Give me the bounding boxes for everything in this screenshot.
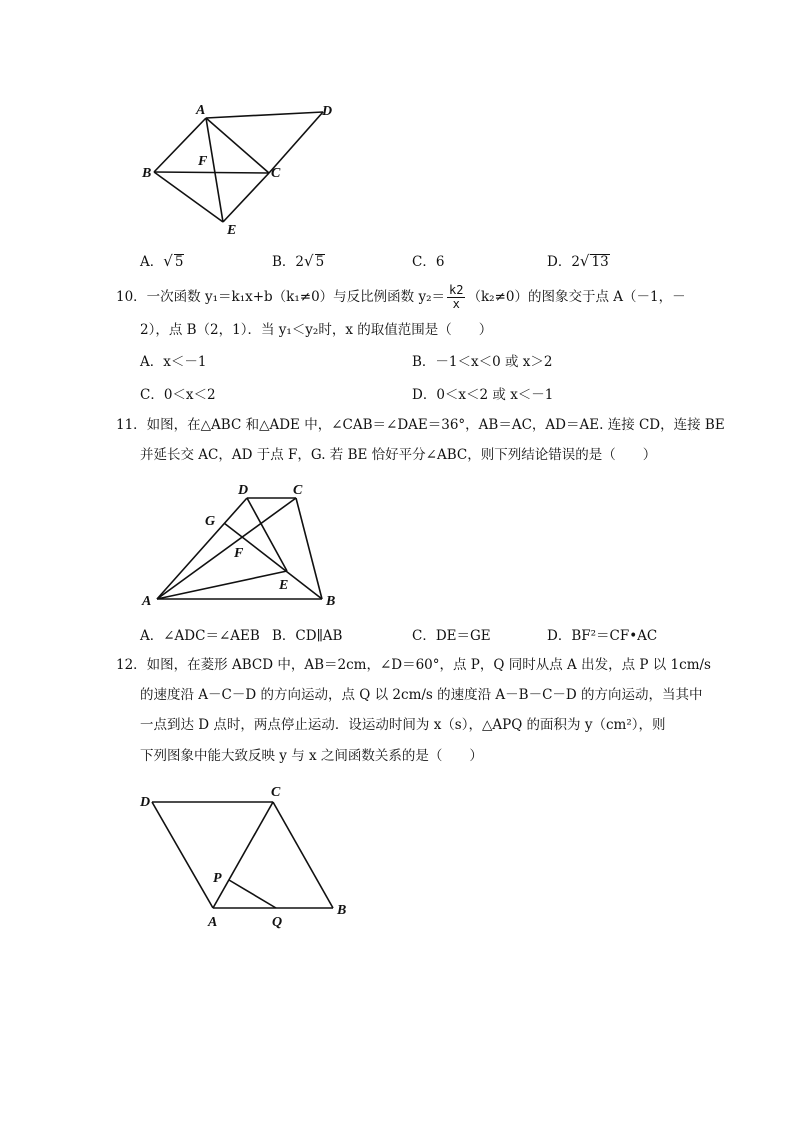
q11-segment-CB <box>296 498 322 599</box>
q11-label-G: G <box>205 514 216 529</box>
q11-label-B: B <box>326 594 336 609</box>
q12-figure <box>130 780 360 930</box>
q12-segment-PQ <box>229 880 276 908</box>
q9-segment-BC <box>154 172 269 173</box>
q11-label-C: C <box>293 483 303 498</box>
q9-label-B: B <box>142 166 152 181</box>
q11-figure <box>130 475 350 615</box>
q9-segment-AD <box>206 112 323 118</box>
q9-option-d[interactable] <box>547 250 610 270</box>
q9-segment-BE <box>154 172 223 222</box>
q10-option-c[interactable]: C．0＜x＜2 <box>140 387 216 403</box>
q11-segment-GB <box>224 523 322 599</box>
sqrt-sign-icon: √ <box>579 252 590 270</box>
q11-label-D: D <box>238 483 249 498</box>
q11-question-line1: 11．如图，在△ABC 和△ADE 中，∠CAB＝∠DAE＝36°，AB＝AC，AD＝AE. 连接 CD，连接 BE <box>116 417 725 433</box>
q9-option-a[interactable] <box>140 250 184 270</box>
q9-option-a-radicand: 5 <box>174 254 184 270</box>
q10-frac-num: k2 <box>449 283 464 297</box>
q12-segment-CB <box>273 802 333 908</box>
q9-label-F: F <box>198 154 208 169</box>
q12-label-C: C <box>271 785 281 800</box>
q12-label-B: B <box>337 903 347 918</box>
q9-segment-AE <box>206 118 223 222</box>
q12-label-A: A <box>208 915 218 930</box>
q10-option-d[interactable]: D．0＜x＜2 或 x＜－1 <box>412 387 554 403</box>
q12-label-Q: Q <box>272 915 283 930</box>
q12-question-line2: 的速度沿 A－C－D 的方向运动，点 Q 以 2cm/s 的速度沿 A－B－C－D 的方向运动，当其中 <box>140 687 703 703</box>
q9-option-c-text: C．6 <box>412 254 445 270</box>
q11-question-line2: 并延长交 AC，AD 于点 F，G. 若 BE 恰好平分∠ABC，则下列结论错误的是（ ） <box>140 447 657 463</box>
q12-question-line3: 一点到达 D 点时，两点停止运动．设运动时间为 x（s），△APQ 的面积为 y（cm²），则 <box>140 717 666 733</box>
q9-segment-DC <box>269 112 323 173</box>
q10-question-line2: 2），点 B（2，1）．当 y₁＜y₂时，x 的取值范围是（ ） <box>140 322 493 338</box>
q9-segment-AC <box>206 118 269 173</box>
q9-segment-CE <box>223 173 269 222</box>
q9-figure <box>130 95 350 245</box>
sqrt-sign-icon: √ <box>304 252 314 270</box>
q12-segment-DA <box>152 802 213 908</box>
q9-option-d-radicand: 13 <box>591 254 609 270</box>
q12-label-P: P <box>213 871 222 886</box>
q11-label-E: E <box>279 578 289 593</box>
q9-option-d-prefix: D．2 <box>547 254 580 270</box>
q9-label-A: A <box>196 103 206 118</box>
q12-question-line1: 12．如图，在菱形 ABCD 中，AB＝2cm，∠D＝60°，点 P，Q 同时从点 A 出发，点 P 以 1cm/s <box>116 657 711 673</box>
q10-fraction <box>447 284 465 311</box>
q9-label-E: E <box>227 223 237 238</box>
q11-option-c[interactable]: C．DE＝GE <box>412 628 491 644</box>
q9-option-b-radicand: 5 <box>315 254 325 270</box>
q9-option-c[interactable] <box>412 250 444 270</box>
q10-line1-a: 10．一次函数 <box>116 289 205 305</box>
q12-segment-AC <box>213 802 273 908</box>
q9-option-b[interactable] <box>272 250 325 270</box>
q10-frac-den: x <box>452 297 460 311</box>
sqrt-sign-icon: √ <box>163 252 173 270</box>
q12-question-line4: 下列图象中能大致反映 y 与 x 之间函数关系的是（ ） <box>140 748 483 764</box>
q10-option-b[interactable]: B．－1＜x＜0 或 x＞2 <box>412 354 553 370</box>
q11-option-d[interactable]: D．BF²＝CF•AC <box>547 628 658 644</box>
q11-option-a[interactable]: A．∠ADC＝∠AEB <box>140 628 260 644</box>
q10-line1-b: y₁＝k₁x+b（k₁≠0）与反比例函数 y₂＝ <box>204 289 446 305</box>
q9-label-C: C <box>271 166 281 181</box>
q11-label-F: F <box>234 546 244 561</box>
q12-label-D: D <box>140 795 151 810</box>
q11-option-b[interactable]: B．CD∥AB <box>272 628 343 644</box>
q10-option-a[interactable]: A．x＜－1 <box>140 354 207 370</box>
q9-label-D: D <box>322 104 333 119</box>
q10-line1-c: （k₂≠0）的图象交于点 A（－1，－ <box>467 289 686 305</box>
q11-label-A: A <box>142 594 152 609</box>
q10-question-line1 <box>116 284 686 311</box>
q9-option-a-prefix: A． <box>140 254 164 270</box>
q9-option-b-prefix: B．2 <box>272 254 305 270</box>
